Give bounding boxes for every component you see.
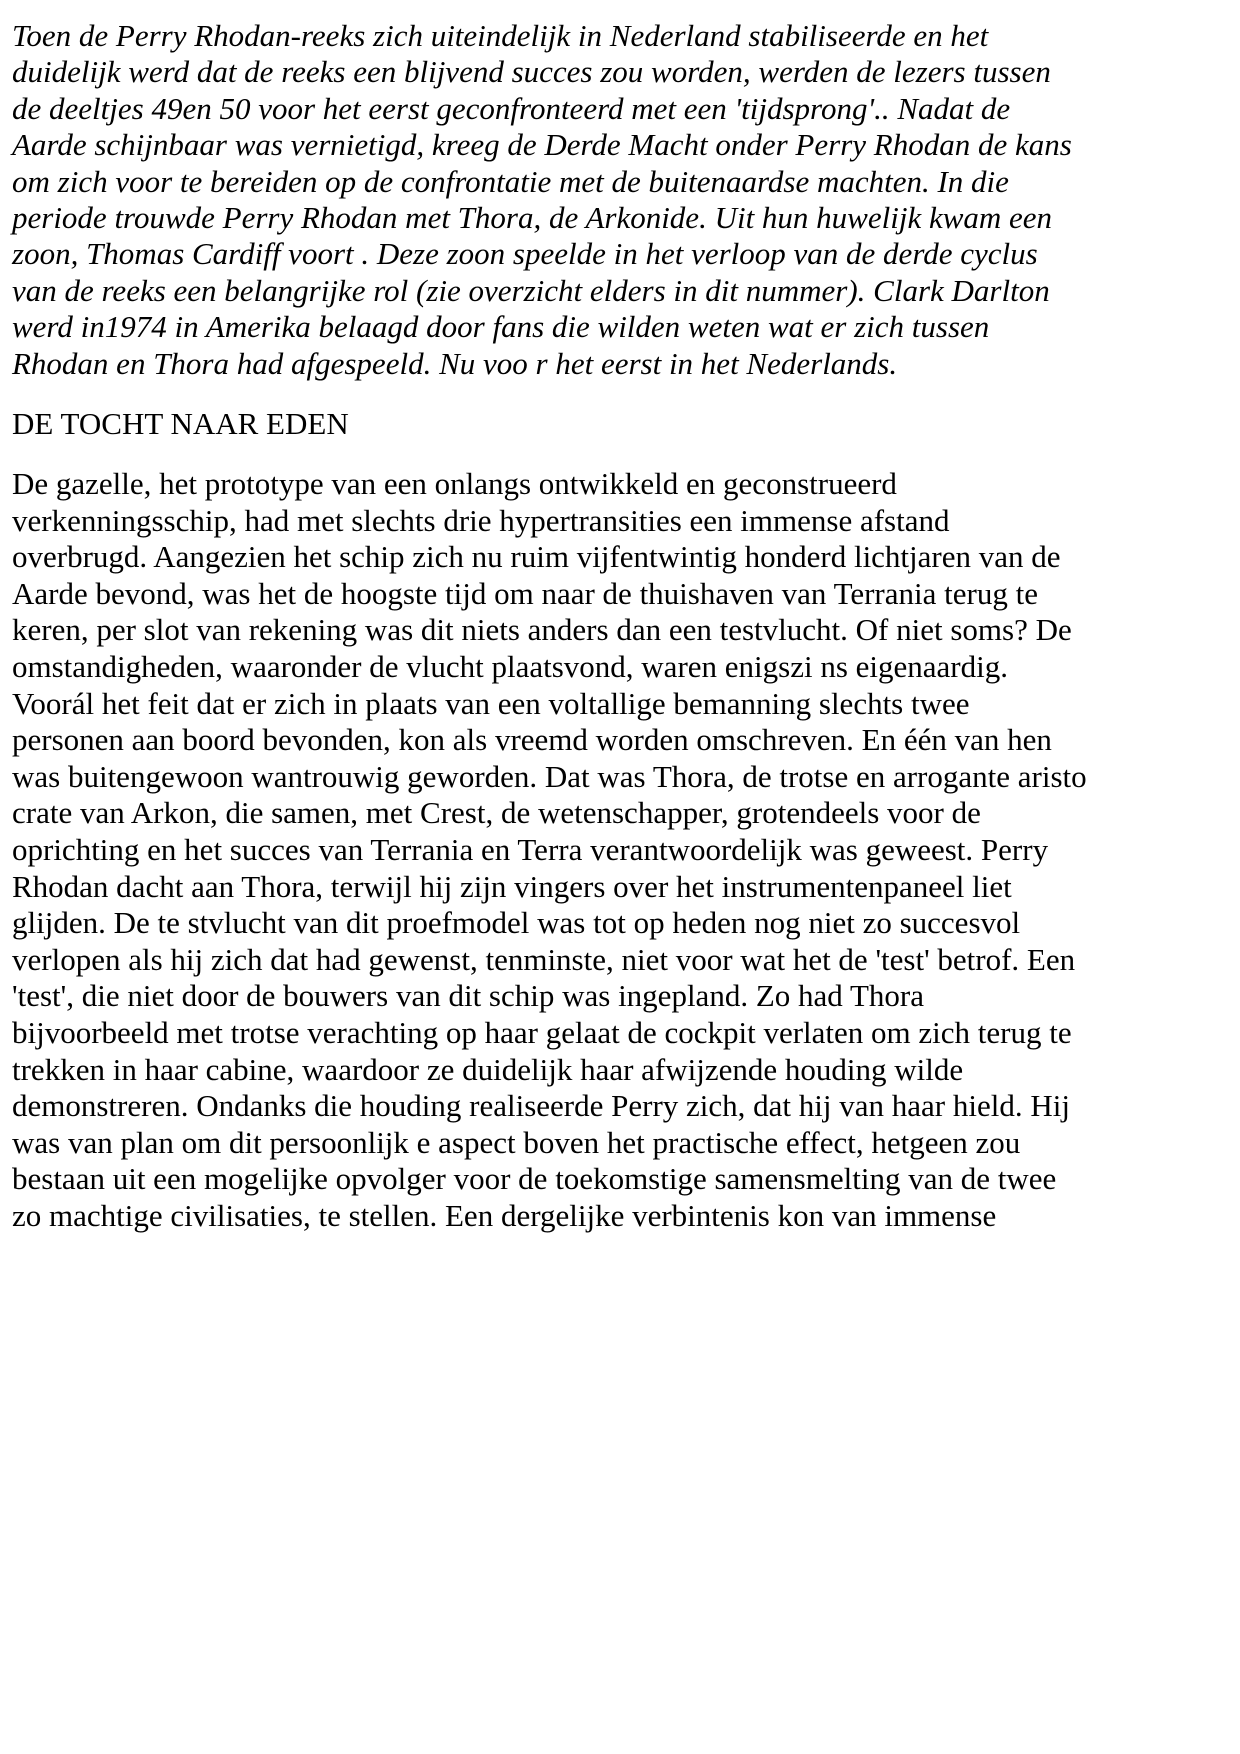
body-line: overbrugd. Aangezien het schip zich nu ruim vijfentwintig honderd lichtjaren van de: [12, 539, 1061, 575]
body-paragraph: [12, 466, 1232, 1234]
body-line: bijvoorbeeld met trotse verachting op haar gelaat de cockpit verlaten om zich terug te: [12, 1014, 1072, 1050]
body-line: Rhodan dacht aan Thora, terwijl hij zijn vingers over het instrumentenpaneel liet: [12, 868, 1012, 904]
chapter-heading: DE TOCHT NAAR EDEN: [12, 406, 349, 442]
intro-line: werd in1974 in Amerika belaagd door fans die wilden weten wat er zich tussen: [12, 309, 990, 345]
body-line: Aarde bevond, was het de hoogste tijd om naar de thuishaven van Terrania terug te: [12, 575, 1038, 611]
body-line: trekken in haar cabine, waardoor ze duidelijk haar afwijzende houding wilde: [12, 1051, 964, 1087]
body-line: 'test', die niet door de bouwers van dit schip was ingepland. Zo had Thora: [12, 978, 924, 1014]
body-line: verlopen als hij zich dat had gewenst, tenminste, niet voor wat het de 'test' betrof. Een: [12, 941, 1076, 977]
body-line: demonstreren. Ondanks die houding realiseerde Perry zich, dat hij van haar hield. Hij: [12, 1088, 1070, 1124]
body-line: was buitengewoon wantrouwig geworden. Dat was Thora, de trotse en arrogante aristo: [12, 758, 1087, 794]
body-line: oprichting en het succes van Terrania en Terra verantwoordelijk was geweest. Perry: [12, 832, 1049, 867]
body-line: personen aan boord bevonden, kon als vreemd worden omschreven. En één van hen: [12, 722, 1052, 758]
document-page: [12, 18, 1232, 1235]
intro-line: periode trouwde Perry Rhodan met Thora, de Arkonide. Uit hun huwelijk kwam een: [12, 200, 1053, 236]
body-line: De gazelle, het prototype van een onlangs ontwikkeld en geconstrueerd: [12, 466, 897, 502]
body-line: zo machtige civilisaties, te stellen. Een dergelijke verbintenis kon van immense: [12, 1197, 997, 1233]
intro-paragraph: [12, 18, 1232, 382]
body-line: bestaan uit een mogelijke opvolger voor de toekomstige samensmelting van de twee: [12, 1161, 1057, 1197]
intro-line: Aarde schijnbaar was vernietigd, kreeg de Derde Macht onder Perry Rhodan de kans: [12, 127, 1072, 163]
body-line: glijden. De te stvlucht van dit proefmodel was tot op heden nog niet zo succesvol: [12, 905, 1021, 941]
intro-line: zoon, Thomas Cardiff voort . Deze zoon speelde in het verloop van de derde cyclus: [12, 236, 1038, 272]
body-line: keren, per slot van rekening was dit niets anders dan een testvlucht. Of niet soms? De: [12, 612, 1072, 648]
body-line: verkenningsschip, had met slechts drie hypertransities een immense afstand: [12, 502, 950, 538]
intro-line: Rhodan en Thora had afgespeeld. Nu voo r het eerst in het Nederlands.: [12, 345, 898, 381]
intro-line: de deeltjes 49en 50 voor het eerst geconfronteerd met een 'tijdsprong'.. Nadat de: [12, 90, 1011, 126]
body-line: omstandigheden, waaronder de vlucht plaatsvond, waren enigszi ns eigenaardig.: [12, 649, 1008, 685]
intro-line: van de reeks een belangrijke rol (zie overzicht elders in dit nummer). Clark Darlton: [12, 272, 1050, 308]
intro-line: Toen de Perry Rhodan-reeks zich uiteindelijk in Nederland stabiliseerde en het: [12, 18, 989, 53]
body-line: was van plan om dit persoonlijk e aspect boven het practische effect, hetgeen zou: [12, 1124, 1021, 1160]
body-line: Voorál het feit dat er zich in plaats van een voltallige bemanning slechts twee: [12, 685, 970, 721]
intro-line: duidelijk werd dat de reeks een blijvend succes zou worden, werden de lezers tussen: [12, 54, 1051, 90]
body-line: crate van Arkon, die samen, met Crest, de wetenschapper, grotendeels voor de: [12, 795, 981, 831]
intro-line: om zich voor te bereiden op de confrontatie met de buitenaardse machten. In die: [12, 163, 1009, 199]
